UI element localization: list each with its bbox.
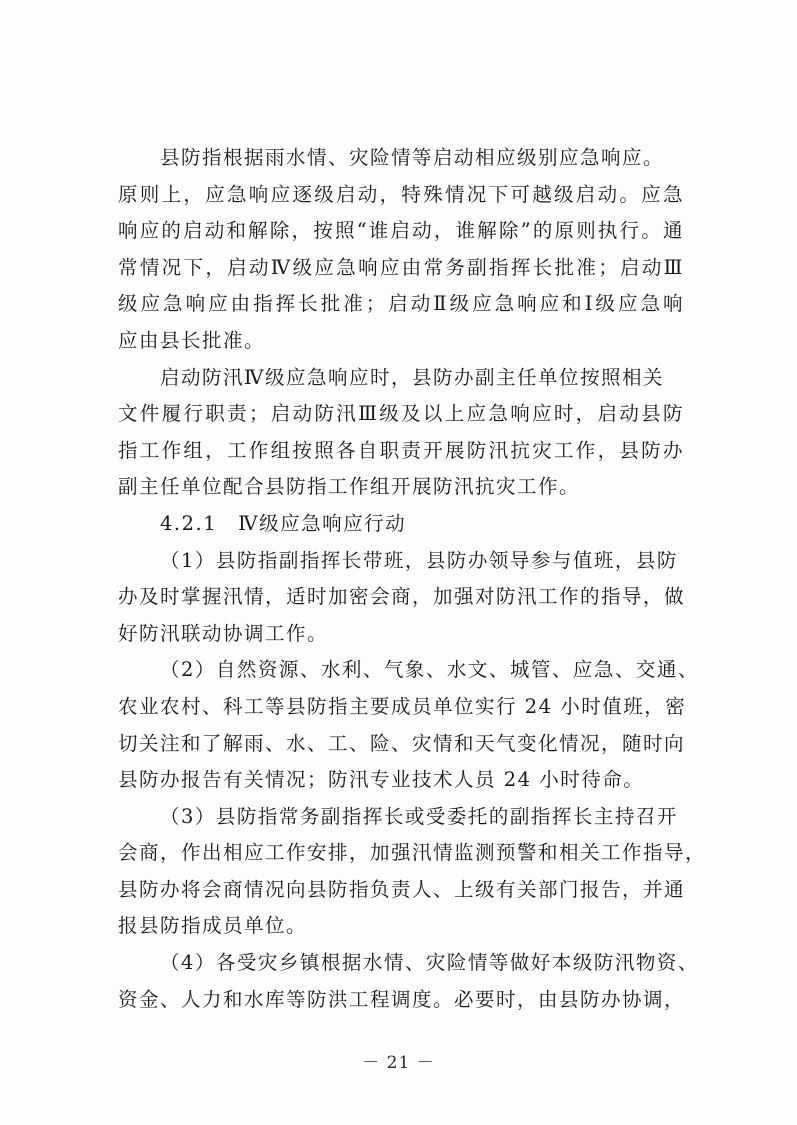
paragraph-line: （1）县防指副指挥长带班，县防办领导参与值班，县防 bbox=[160, 548, 678, 572]
paragraph-line: 文件履行职责；启动防汛Ⅲ级及以上应急响应时，启动县防 bbox=[118, 402, 684, 426]
paragraph-line: 副主任单位配合县防指工作组开展防汛抗灾工作。 bbox=[118, 475, 581, 499]
paragraph-line: 好防汛联动协调工作。 bbox=[118, 621, 329, 645]
paragraph-line: 应由县长批准。 bbox=[118, 328, 266, 352]
body-text bbox=[118, 140, 707, 1018]
paragraph-line: （2）自然资源、水利、气象、水文、城管、应急、交通、 bbox=[160, 658, 699, 682]
paragraph-line: （3）县防指常务副指挥长或受委托的副指挥长主持召开 bbox=[160, 804, 678, 828]
paragraph-line: 报县防指成员单位。 bbox=[118, 914, 308, 938]
paragraph-line: 会商，作出相应工作安排，加强汛情监测预警和相关工作指导， bbox=[118, 841, 707, 865]
paragraph-line: 指工作组，工作组按照各自职责开展防汛抗灾工作，县防办 bbox=[118, 438, 684, 462]
paragraph-line: 原则上，应急响应逐级启动，特殊情况下可越级启动。应急 bbox=[118, 182, 684, 206]
paragraph-line: 资金、人力和水库等防洪工程调度。必要时，由县防办协调， bbox=[118, 987, 686, 1011]
paragraph-line: 切关注和了解雨、水、工、险、灾情和天气变化情况，随时向 bbox=[118, 731, 686, 755]
paragraph-line: 县防办将会商情况向县防指负责人、上级有关部门报告，并通 bbox=[118, 877, 686, 901]
page-number: － 21 － bbox=[362, 1053, 435, 1073]
section-heading: 4.2.1 Ⅳ级应急响应行动 bbox=[160, 511, 407, 535]
paragraph-line: 办及时掌握汛情，适时加密会商，加强对防汛工作的指导，做 bbox=[118, 585, 686, 609]
paragraph-line: 县防办报告有关情况；防汛专业技术人员 24 小时待命。 bbox=[118, 768, 645, 792]
paragraph-line: 启动防汛Ⅳ级应急响应时，县防办副主任单位按照相关 bbox=[160, 365, 664, 389]
paragraph-line: 农业农村、科工等县防指主要成员单位实行 24 小时值班，密 bbox=[118, 694, 687, 718]
paragraph-line: 响应的启动和解除，按照“谁启动，谁解除”的原则执行。通 bbox=[118, 219, 684, 243]
paragraph-line: 常情况下，启动Ⅳ级应急响应由常务副指挥长批准；启动Ⅲ bbox=[118, 255, 684, 279]
paragraph-line: （4）各受灾乡镇根据水情、灾险情等做好本级防汛物资、 bbox=[160, 951, 699, 975]
paragraph-line: 县防指根据雨水情、灾险情等启动相应级别应急响应。 bbox=[160, 146, 665, 169]
paragraph-line: 级应急响应由指挥长批准；启动Ⅱ级应急响应和Ⅰ级应急响 bbox=[118, 292, 684, 316]
